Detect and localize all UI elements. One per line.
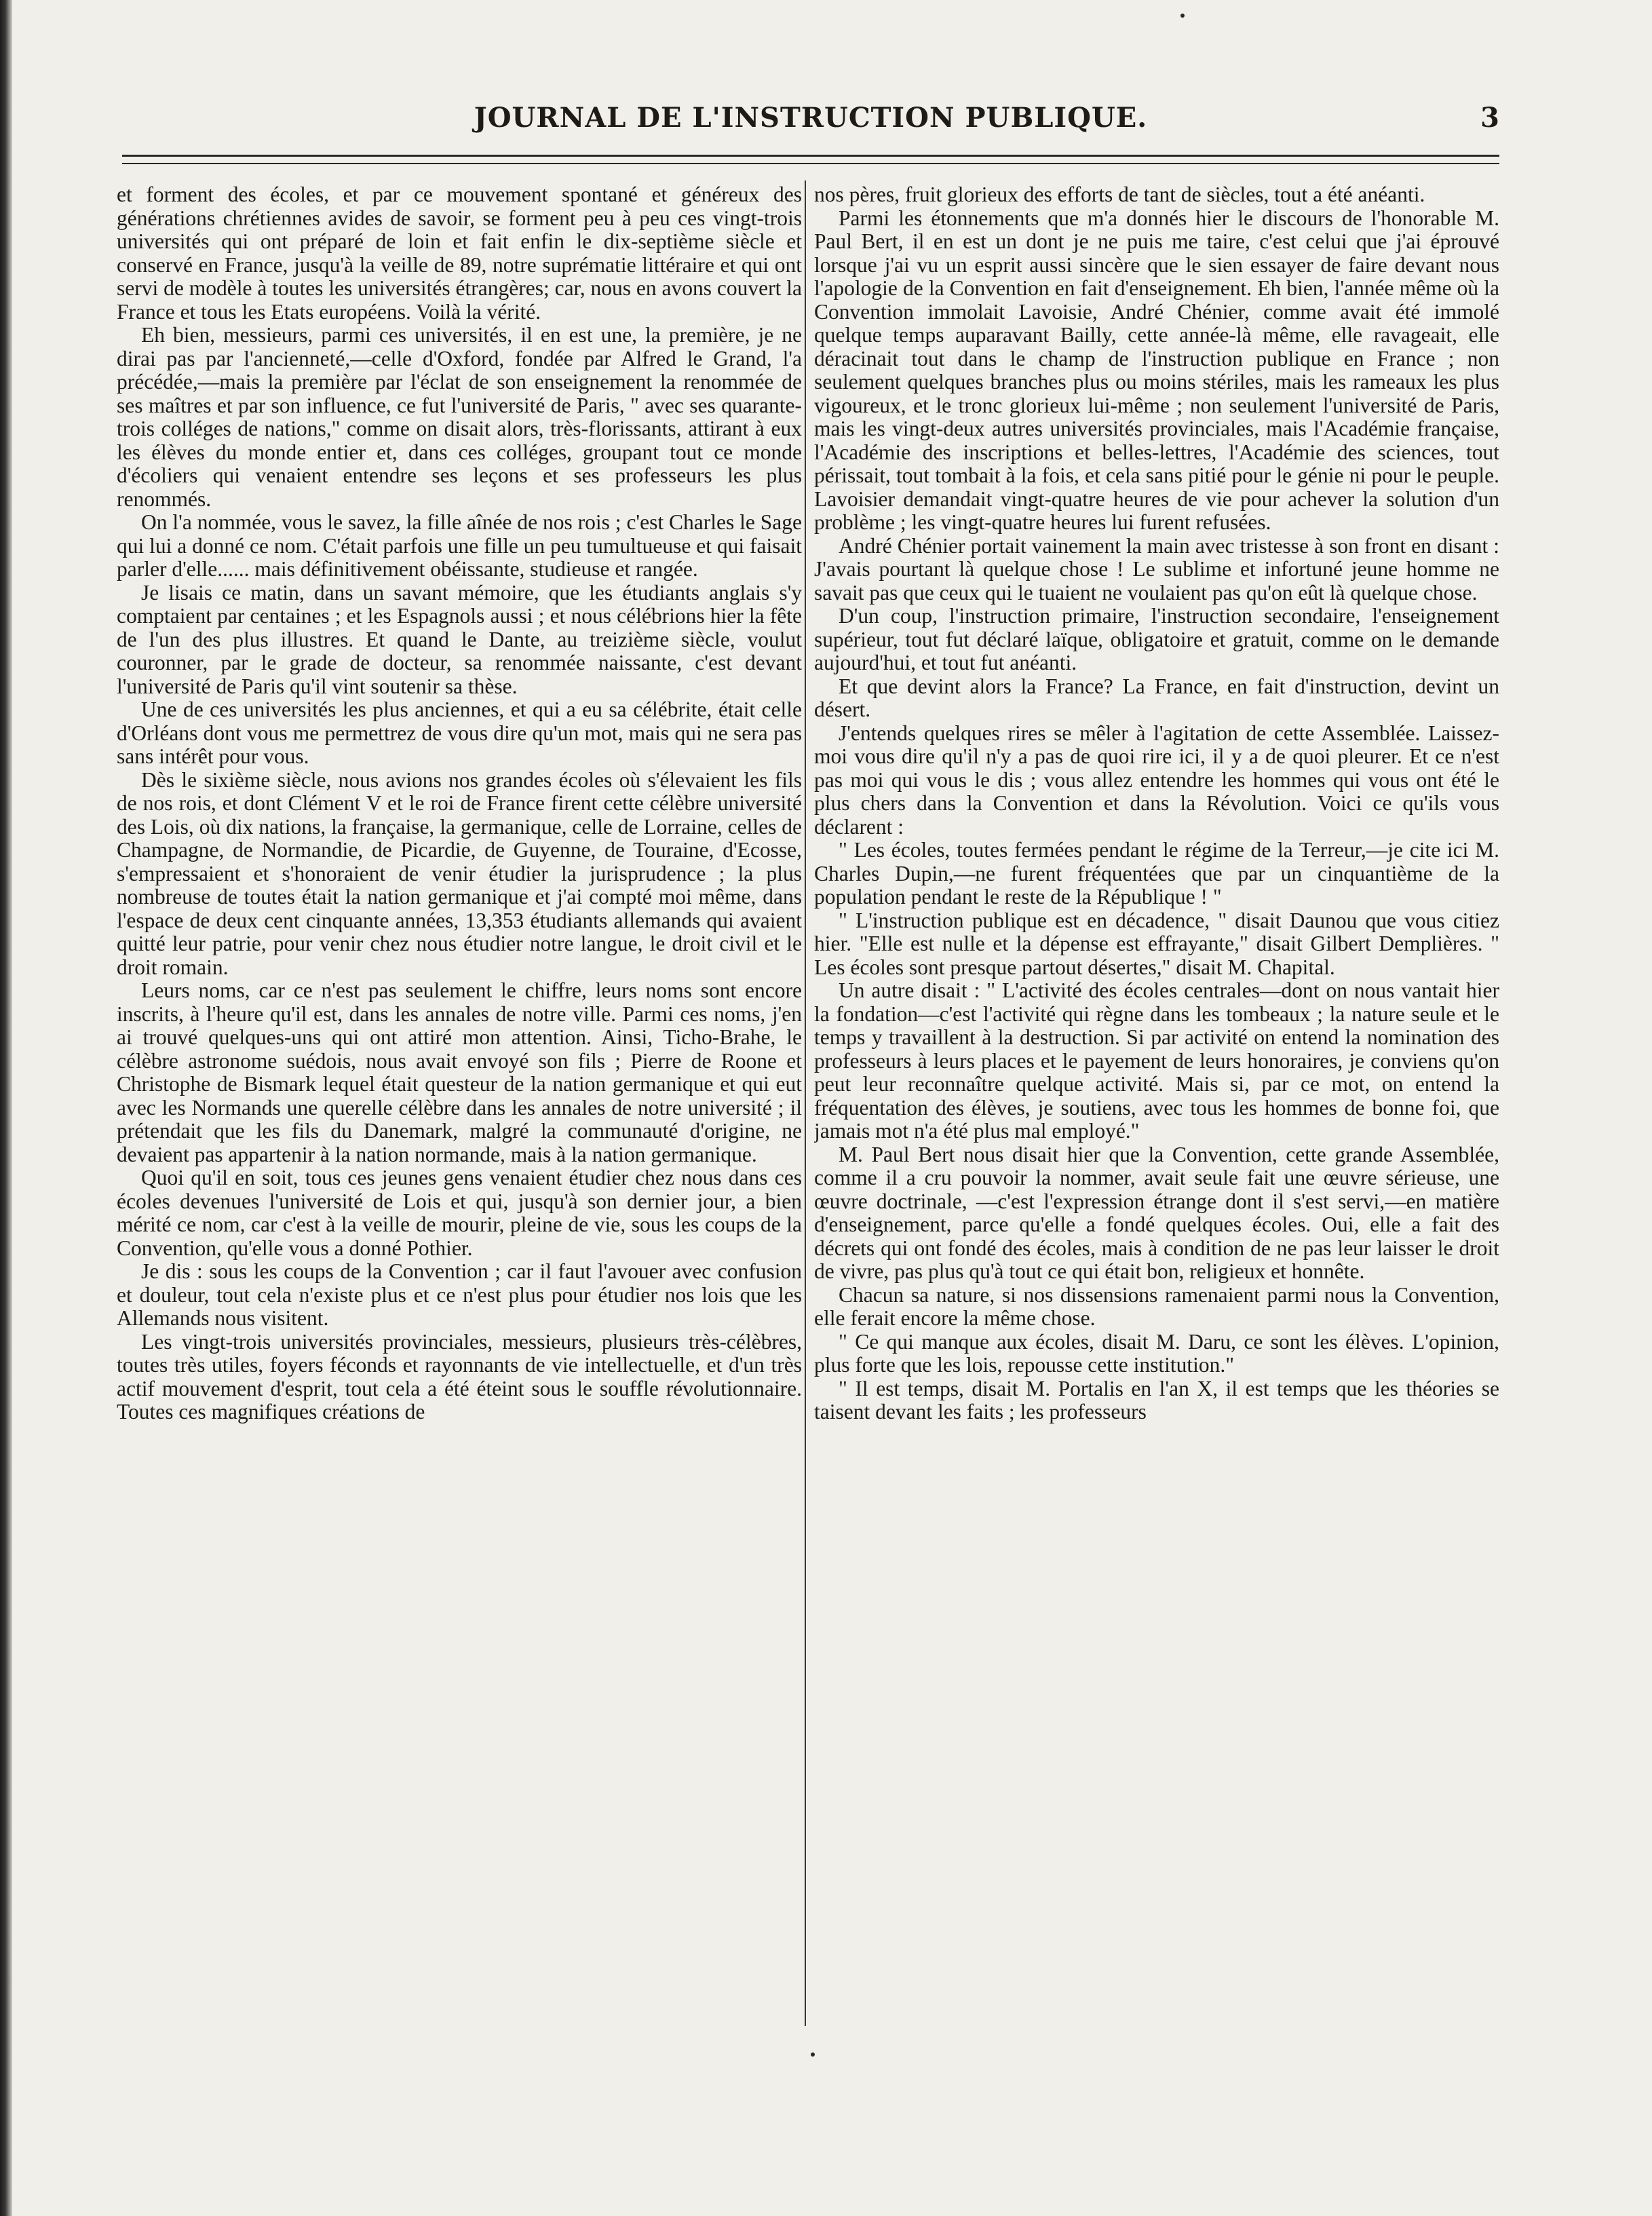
right-column [814, 183, 1499, 2212]
paragraph: J'entends quelques rires se mêler à l'agitation de cette Assemblée. Laissez-moi vous dire qu'il n'y a pas de quoi rire ici, il y a de quoi pleurer. Et ce n'est pas moi qui vous le dis ; vous allez entendre les hommes qui vous ont été le plus chers dans la Convention et dans la Révolution. Voici ce qu'ils vous déclarent : [814, 721, 1499, 839]
paragraph: D'un coup, l'instruction primaire, l'instruction secondaire, l'enseignement supérieur, tout fut déclaré laïque, obligatoire et gratuit, comme on le demande aujourd'hui, et tout fut anéanti. [814, 604, 1499, 674]
column-divider [805, 180, 806, 2026]
paragraph: " Il est temps, disait M. Portalis en l'an X, il est temps que les théories se taisent devant les faits ; les professeurs [814, 1376, 1499, 1424]
paragraph: Chacun sa nature, si nos dissensions ramenaient parmi nous la Convention, elle ferait encore la même chose. [814, 1282, 1499, 1330]
paragraph: Et que devint alors la France? La France, en fait d'instruction, devint un désert. [814, 674, 1499, 721]
paragraph: Je lisais ce matin, dans un savant mémoire, que les étudiants anglais s'y comptaient par centaines ; et les Espagnols aussi ; et nous célébrions hier la fête de l'un des plus illustres. Et quand le Dante, au treizième siècle, voulut couronner, par le grade de docteur, sa renommée naissante, c'est devant l'université de Paris qu'il vint soutenir sa thèse. [117, 580, 802, 698]
paragraph: Une de ces universités les plus anciennes, et qui a eu sa célébrite, était celle d'Orléans dont vous me permettrez de vous dire qu'un mot, mais qui ne sera pas sans intérêt pour vous. [117, 698, 802, 768]
paragraph: M. Paul Bert nous disait hier que la Convention, cette grande Assemblée, comme il a cru pouvoir la nommer, avait seule fait une œuvre sérieuse, une œuvre doctrinale, —c'est l'expression étrange dont il s'est servi,—en matière d'enseignement, parce qu'elle a fondé quelques écoles. Oui, elle a fait des décrets qui ont fondé des écoles, mais à condition de ne pas leur laisser le droit de vivre, pas plus qu'à tout ce qui était bon, religieux et honnête. [814, 1142, 1499, 1283]
paragraph: " Les écoles, toutes fermées pendant le régime de la Terreur,—je cite ici M. Charles Dupin,—ne furent fréquentées que par un cinquantième de la population pendant le reste de la République ! " [814, 838, 1499, 909]
paragraph: Leurs noms, car ce n'est pas seulement le chiffre, leurs noms sont encore inscrits, à l'heure qu'il est, dans les annales de notre ville. Parmi ces noms, j'en ai trouvé quelques-uns qui ont attiré mon attention. Ainsi, Ticho-Brahe, le célèbre astronome suédois, nous avait envoyé son fils ; Pierre de Roone et Christophe de Bismark lequel était questeur de la nation germanique et qui eut avec les Normands une querelle célèbre dans les annales de notre université ; il prétendait que les fils du Danemark, malgré la communauté d'origine, ne devaient pas appartenir à la nation normande, mais à la nation germanique. [117, 978, 802, 1166]
print-speck [811, 2052, 815, 2057]
print-speck [1180, 14, 1185, 18]
paragraph: Eh bien, messieurs, parmi ces universités, il en est une, la première, je ne dirai pas par l'ancienneté,—celle d'Oxford, fondée par Alfred le Grand, l'a précédée,—mais la première par l'éclat de son enseignement la renommée de ses maîtres et par son influence, ce fut l'université de Paris, " avec ses quarante-trois colléges de nations," comme on disait alors, très-florissants, attirant à eux les élèves du monde entier et, dans ces colléges, groupant tout ce monde d'écoliers qui venaient entendre ses leçons et ses professeurs les plus renommés. [117, 323, 802, 511]
paragraph: " L'instruction publique est en décadence, " disait Daunou que vous citiez hier. "Elle est nulle et la dépense est effrayante," disait Gilbert Demplières. " Les écoles sont presque partout désertes," disait M. Chapital. [814, 908, 1499, 979]
paragraph: et forment des écoles, et par ce mouvement spontané et généreux des générations chrétiennes avides de savoir, se forment peu à peu ces vingt-trois universités qui ont préparé de loin et fait enfin le dix-septième siècle et conservé en France, jusqu'à la veille de 89, notre suprématie littéraire et qui ont servi de modèle à toutes les universités étrangères; car, nous en avons couvert la France et tous les Etats européens. Voilà la vérité. [117, 183, 802, 324]
paragraph: Un autre disait : " L'activité des écoles centrales—dont on nous vantait hier la fondation—c'est l'activité qui règne dans les tombeaux ; la nature seule et le temps y travaillent à la destruction. Si par activité on entend la nomination des professeurs à leurs places et le payement de leurs honoraires, je conviens qu'on peut leur reconnaître quelque activité. Mais si, par ce mot, on entend la fréquentation des élèves, je soutiens, avec tous les hommes de bonne foi, que jamais mot n'a été plus mal employé." [814, 978, 1499, 1143]
paragraph: Les vingt-trois universités provinciales, messieurs, plusieurs très-célèbres, toutes très utiles, foyers féconds et rayonnants de vie intellectuelle, et d'un très actif mouvement d'esprit, tout cela a été éteint sous le souffle révolutionnaire. Toutes ces magnifiques créations de [117, 1329, 802, 1424]
running-title: JOURNAL DE L'INSTRUCTION PUBLIQUE. [474, 102, 1148, 134]
header-rule-thick [122, 155, 1499, 157]
paragraph: Parmi les étonnements que m'a donnés hier le discours de l'honorable M. Paul Bert, il en est un dont je ne puis me taire, c'est celui que j'ai éprouvé lorsque j'ai vu un esprit aussi sincère que le sien essayer de faire devant nous l'apologie de la Convention en fait d'enseignement. Eh bien, l'année même où la Convention immolait Lavoisie, André Chénier, comme avait été immolé quelque temps auparavant Bailly, cette année-là même, elle ravageait, elle déracinait tout dans le champ de l'instruction publique en France ; non seulement quelques branches plus ou moins stériles, mais les rameaux les plus vigoureux, et le tronc glorieux lui-même ; non seulement l'université de Paris, mais les vingt-deux autres universités provinciales, mais l'Académie française, l'Académie des inscriptions et belles-lettres, l'Académie des sciences, tout périssait, tout tombait à la fois, et cela sans pitié pour le génie ni pour le peuple. Lavoisier demandait vingt-quatre heures de vie pour achever la solution d'un problème ; les vingt-quatre heures lui furent refusées. [814, 206, 1499, 534]
paragraph: André Chénier portait vainement la main avec tristesse à son front en disant : J'avais pourtant là quelque chose ! Le sublime et infortuné jeune homme ne savait pas que ceux qui le tuaient ne voulaient pas qu'on eût là quelque chose. [814, 533, 1499, 605]
page-number: 3 [1480, 102, 1499, 134]
scan-binding-edge [0, 0, 12, 2216]
paragraph: " Ce qui manque aux écoles, disait M. Daru, ce sont les élèves. L'opinion, plus forte que les lois, repousse cette institution." [814, 1329, 1499, 1377]
left-column [117, 183, 802, 2212]
paragraph: On l'a nommée, vous le savez, la fille aînée de nos rois ; c'est Charles le Sage qui lui a donné ce nom. C'était parfois une fille un peu tumultueuse et qui faisait parler d'elle...... mais définitivement obéissante, studieuse et rangée. [117, 510, 802, 581]
page-header [122, 102, 1499, 142]
paragraph: nos pères, fruit glorieux des efforts de tant de siècles, tout a été anéanti. [814, 183, 1425, 206]
header-rule-thin [122, 163, 1499, 164]
paragraph: Quoi qu'il en soit, tous ces jeunes gens venaient étudier chez nous dans ces écoles devenues l'université de Lois et qui, jusqu'à son dernier jour, a bien mérité ce nom, car c'est à la veille de mourir, pleine de vie, sous les coups de la Convention, qu'elle vous a donné Pothier. [117, 1166, 802, 1260]
paragraph: Je dis : sous les coups de la Convention ; car il faut l'avouer avec confusion et douleur, tout cela n'existe plus et ce n'est plus pour étudier nos lois que les Allemands nous visitent. [117, 1259, 802, 1330]
paragraph: Dès le sixième siècle, nous avions nos grandes écoles où s'élevaient les fils de nos rois, et dont Clément V et le roi de France firent cette célèbre université des Lois, où dix nations, la française, la germanique, celle de Lorraine, celles de Champagne, de Normandie, de Picardie, de Guyenne, de Touraine, d'Ecosse, s'empressaient et s'honoraient de venir étudier la jurisprudence ; la plus nombreuse de toutes était la nation germanique et j'ai compté moi même, dans l'espace de deux cent cinquante années, 13,353 étudiants allemands qui avaient quitté leur patrie, pour venir chez nous étudier notre langue, le droit civil et le droit romain. [117, 767, 802, 979]
